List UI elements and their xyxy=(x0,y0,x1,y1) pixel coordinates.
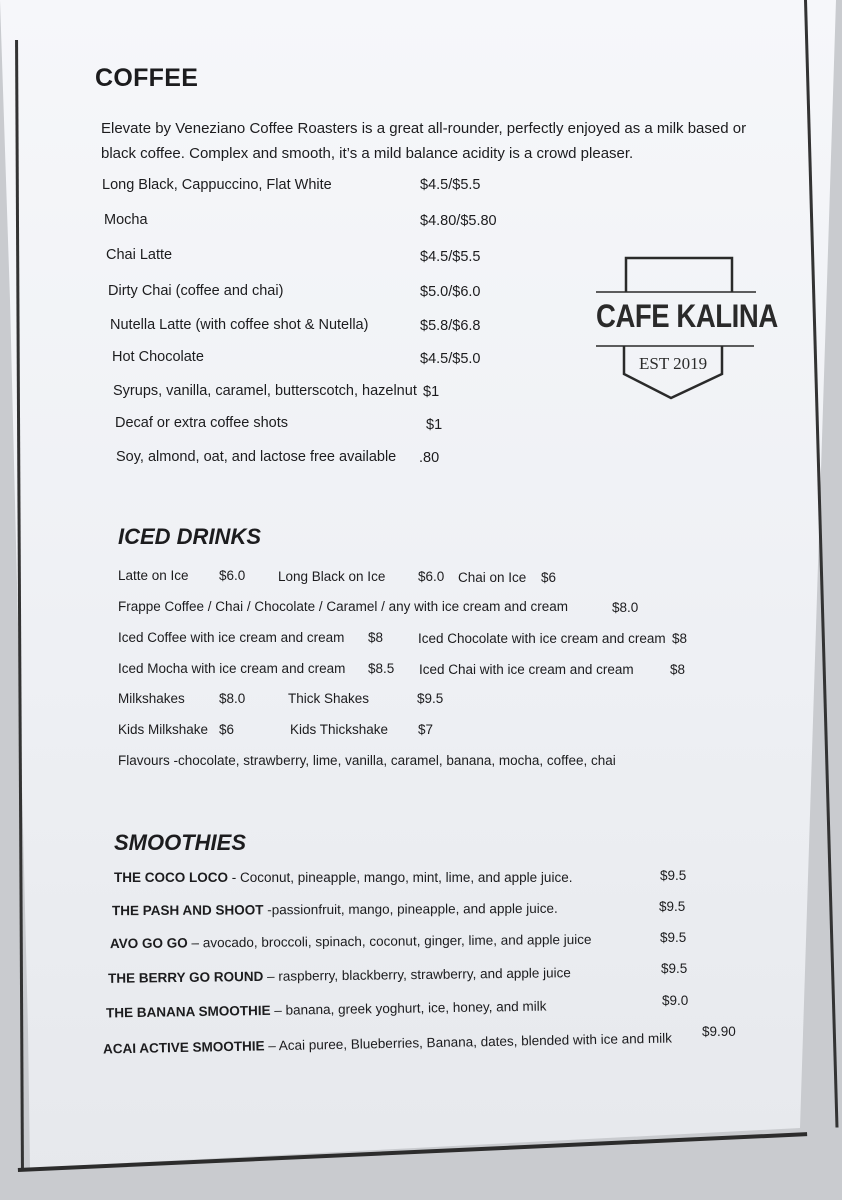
iced-item-name: Kids Milkshake xyxy=(118,722,209,737)
iced-drinks-heading: ICED DRINKS xyxy=(118,524,262,549)
coffee-item-price: $4.5/$5.0 xyxy=(420,351,481,367)
iced-item-price: $7 xyxy=(418,722,434,737)
coffee-item-price: $1 xyxy=(426,417,443,433)
iced-item-name: Iced Chocolate with ice cream and cream xyxy=(418,631,666,646)
smoothie-name: THE BERRY GO ROUND xyxy=(107,968,264,986)
iced-item-name: Latte on Ice xyxy=(118,568,189,583)
coffee-item-price: $1 xyxy=(423,384,440,400)
smoothie-name: THE BANANA SMOOTHIE xyxy=(105,1002,271,1021)
smoothie-desc: – avocado, broccoli, spinach, coconut, ginger, lime, and apple juice xyxy=(187,931,592,951)
iced-item-price: $8.5 xyxy=(368,661,395,676)
iced-item-name: Iced Chai with ice cream and cream xyxy=(419,662,634,677)
smoothie-desc: -passionfruit, mango, pineapple, and apple juice. xyxy=(263,900,558,918)
iced-item-price: $6.0 xyxy=(418,569,445,584)
smoothie-desc: – raspberry, blackberry, strawberry, and apple juice xyxy=(263,965,571,984)
smoothie-price: $9.5 xyxy=(660,868,687,883)
smoothie-item xyxy=(114,870,572,885)
coffee-item-name: Long Black, Cappuccino, Flat White xyxy=(102,177,332,193)
iced-item-price: $6 xyxy=(219,722,235,737)
smoothie-desc: – Acai puree, Blueberries, Banana, dates, blended with ice and milk xyxy=(264,1030,673,1054)
smoothie-name: THE PASH AND SHOOT xyxy=(111,902,264,919)
smoothie-item xyxy=(112,901,558,918)
coffee-item-name: Syrups, vanilla, caramel, butterscotch, hazelnut xyxy=(113,383,417,399)
coffee-item-name: Hot Chocolate xyxy=(112,349,204,365)
iced-item-price: $8 xyxy=(368,630,384,645)
iced-item-price: $6.0 xyxy=(219,568,246,583)
coffee-item-price: $5.8/$6.8 xyxy=(420,318,481,334)
iced-item-price: $6 xyxy=(541,570,557,585)
coffee-item-name: Nutella Latte (with coffee shot & Nutella) xyxy=(110,317,369,333)
iced-item-price: $8.0 xyxy=(219,691,246,706)
iced-item-name: Iced Coffee with ice cream and cream xyxy=(118,630,345,645)
coffee-item-name: Chai Latte xyxy=(106,247,173,263)
logo-name: CAFE KALINA xyxy=(596,298,778,334)
smoothie-name: ACAI ACTIVE SMOOTHIE xyxy=(102,1038,265,1057)
smoothie-price: $9.5 xyxy=(660,930,687,945)
smoothie-price: $9.5 xyxy=(661,961,688,976)
iced-item-price: $8 xyxy=(672,631,688,646)
smoothies-heading: SMOOTHIES xyxy=(114,830,247,855)
iced-flavours: Flavours -chocolate, strawberry, lime, vanilla, caramel, banana, mocha, coffee, chai xyxy=(118,753,616,768)
coffee-item-name: Mocha xyxy=(104,212,148,228)
coffee-item-price: $4.5/$5.5 xyxy=(420,249,481,265)
coffee-item-name: Soy, almond, oat, and lactose free available xyxy=(116,449,397,465)
smoothie-name: THE COCO LOCO xyxy=(114,870,228,885)
iced-item-name: Chai on Ice xyxy=(458,570,527,585)
iced-item-name: Kids Thickshake xyxy=(290,722,389,737)
smoothie-price: $9.0 xyxy=(662,993,689,1008)
coffee-item-price: $4.5/$5.5 xyxy=(420,177,481,193)
iced-item-name: Iced Mocha with ice cream and cream xyxy=(118,661,346,676)
iced-item-name: Frappe Coffee / Chai / Chocolate / Caramel / any with ice cream and cream xyxy=(118,599,568,614)
iced-item-price: $9.5 xyxy=(417,691,444,706)
logo-established: EST 2019 xyxy=(639,354,708,373)
smoothie-desc: – banana, greek yoghurt, ice, honey, and milk xyxy=(270,998,547,1018)
iced-item-price: $8 xyxy=(670,662,686,677)
smoothie-price: $9.5 xyxy=(659,899,686,914)
coffee-item-name: Decaf or extra coffee shots xyxy=(115,415,289,431)
coffee-description: Elevate by Veneziano Coffee Roasters is a great all-rounder, perfectly enjoyed as a milk based or black coffee. Complex and smooth, it’s a mild balance acidity is a crowd pleaser. xyxy=(101,120,747,162)
iced-item-name: Thick Shakes xyxy=(288,691,370,706)
iced-item-price: $8.0 xyxy=(612,600,639,615)
iced-item-name: Long Black on Ice xyxy=(278,569,386,584)
coffee-item-price: $4.80/$5.80 xyxy=(420,213,497,229)
smoothie-name: AVO GO GO xyxy=(109,935,188,952)
smoothie-desc: - Coconut, pineapple, mango, mint, lime, and apple juice. xyxy=(228,870,573,885)
smoothie-price: $9.90 xyxy=(702,1024,736,1039)
coffee-heading: COFFEE xyxy=(95,64,199,92)
coffee-item-price: $5.0/$6.0 xyxy=(420,284,481,300)
coffee-item-price: .80 xyxy=(419,450,440,466)
iced-item-name: Milkshakes xyxy=(118,691,185,706)
coffee-item-name: Dirty Chai (coffee and chai) xyxy=(108,283,284,299)
